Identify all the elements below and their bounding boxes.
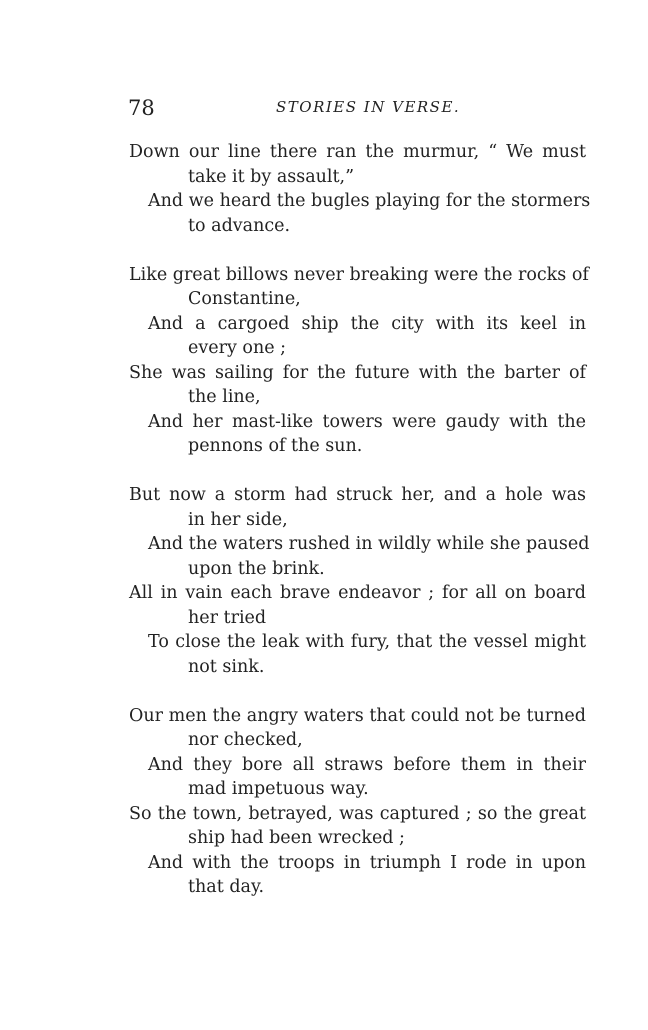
poem-line: ship had been wrecked ; xyxy=(188,828,405,848)
poem-line: And the waters rushed in wildly while she paused xyxy=(148,534,590,554)
poem-line: But now a storm had struck her, and a hole was xyxy=(129,485,586,505)
poem-line: to advance. xyxy=(188,215,291,236)
poem-line: All in vain each brave endeavor ; for all on board xyxy=(129,583,586,603)
poem-line: every one ; xyxy=(188,338,287,358)
poem-line: And with the troops in triumph I rode in upon xyxy=(148,852,586,873)
poem-body xyxy=(126,140,591,924)
poem-line: Constantine, xyxy=(188,289,301,309)
poem-line: Like great billows never breaking were the rocks of xyxy=(129,264,589,285)
poem-line: So the town, betrayed, was captured ; so the great xyxy=(129,803,586,824)
page-header xyxy=(126,96,586,122)
poem-line: mad impetuous way. xyxy=(188,779,369,799)
poem-line: in her side, xyxy=(188,509,288,530)
poem-line: And they bore all straws before them in their xyxy=(148,754,586,775)
poem-line: Our men the angry waters that could not be turned xyxy=(129,705,586,726)
poem-line: She was sailing for the future with the barter of xyxy=(129,362,586,383)
poem-line: nor checked, xyxy=(188,730,303,750)
poem-line: And a cargoed ship the city with its keel in xyxy=(148,313,586,334)
poem-line: her tried xyxy=(188,607,267,628)
poem-line: not sink. xyxy=(188,656,265,677)
poem-line: Down our line there ran the murmur, “ We must xyxy=(129,142,586,162)
poem-line: the line, xyxy=(188,387,261,407)
page-number: 78 xyxy=(128,96,155,120)
poem-line: take it by assault,” xyxy=(188,166,355,187)
stanza xyxy=(126,704,586,900)
poem-line: To close the leak with fury, that the vessel might xyxy=(148,632,586,652)
stanza xyxy=(126,140,591,238)
running-title: STORIES IN VERSE. xyxy=(276,98,461,116)
poem-line: that day. xyxy=(188,877,265,897)
poem-line: And we heard the bugles playing for the stormers xyxy=(148,191,591,211)
poem-line: And her mast-like towers were gaudy with the xyxy=(148,411,586,432)
poem-line: upon the brink. xyxy=(188,558,325,579)
poem-line: pennons of the sun. xyxy=(188,436,363,456)
stanza xyxy=(126,483,590,679)
stanza xyxy=(126,263,589,459)
